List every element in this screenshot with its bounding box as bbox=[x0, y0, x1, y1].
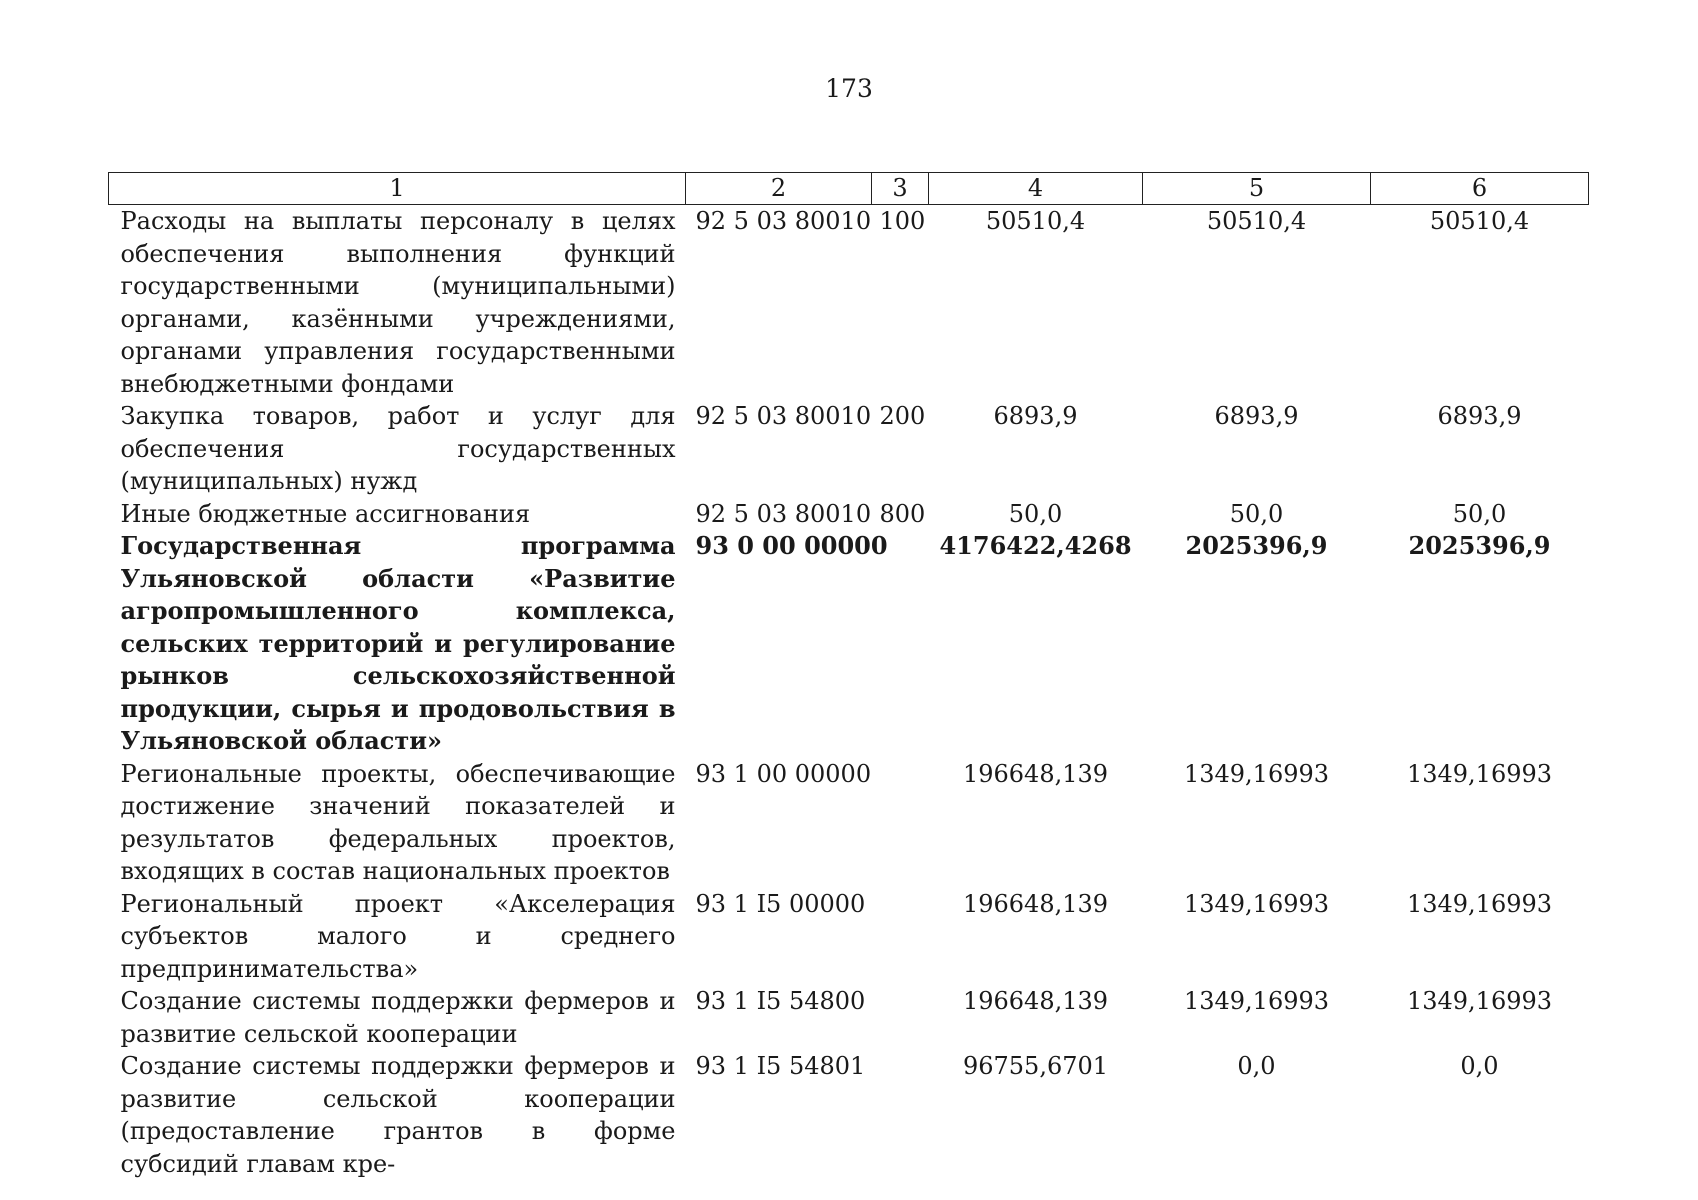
table-body bbox=[109, 205, 1589, 1181]
budget-table bbox=[108, 172, 1589, 1180]
row-value-col5: 1349,16993 bbox=[1183, 889, 1330, 918]
table-row bbox=[109, 400, 1589, 498]
header-col-5: 5 bbox=[1143, 173, 1371, 205]
row-value-col4: 196648,139 bbox=[962, 987, 1109, 1015]
row-code: 93 1 00 00000 bbox=[695, 759, 872, 788]
table-row bbox=[109, 888, 1589, 986]
row-code: 93 0 00 00000 bbox=[695, 531, 888, 560]
row-value-col4: 4176422,4268 bbox=[939, 531, 1132, 560]
row-expense-type: 800 bbox=[879, 499, 926, 528]
row-name: Закупка товаров, работ и услуг для обеспечения государственных (муниципальных) нужд bbox=[120, 402, 676, 495]
table-row bbox=[109, 205, 1589, 401]
header-col-1: 1 bbox=[109, 173, 686, 205]
row-code: 93 1 I5 54801 bbox=[695, 1052, 866, 1080]
page-number: 173 bbox=[825, 74, 873, 103]
header-col-2: 2 bbox=[686, 173, 872, 205]
row-value-col4: 196648,139 bbox=[962, 759, 1109, 788]
row-value-col6: 1349,16993 bbox=[1406, 759, 1553, 788]
row-name: Региональный проект «Акселерация субъектов малого и среднего предпринимательства» bbox=[120, 889, 676, 983]
row-code: 92 5 03 80010 bbox=[695, 499, 872, 528]
row-expense-type: 200 bbox=[879, 402, 926, 430]
row-name: Иные бюджетные ассигнования bbox=[120, 499, 531, 528]
row-value-col4: 196648,139 bbox=[962, 889, 1109, 918]
header-col-4: 4 bbox=[929, 173, 1143, 205]
row-value-col6: 1349,16993 bbox=[1406, 889, 1553, 918]
table-row bbox=[109, 498, 1589, 531]
row-code: 93 1 I5 00000 bbox=[695, 889, 866, 918]
row-value-col5: 1349,16993 bbox=[1183, 759, 1330, 788]
row-value-col5: 0,0 bbox=[1237, 1052, 1276, 1080]
row-value-col4: 96755,6701 bbox=[962, 1052, 1109, 1080]
row-value-col6: 2025396,9 bbox=[1408, 531, 1551, 560]
table-row bbox=[109, 985, 1589, 1050]
row-value-col5: 50,0 bbox=[1229, 499, 1284, 528]
row-value-col5: 1349,16993 bbox=[1183, 987, 1330, 1015]
row-value-col5: 2025396,9 bbox=[1185, 531, 1328, 560]
row-expense-type bbox=[872, 758, 929, 888]
header-row bbox=[109, 173, 1589, 205]
row-name: Создание системы поддержки фермеров и развитие сельской кооперации bbox=[120, 987, 676, 1048]
row-code: 93 1 I5 54800 bbox=[695, 987, 866, 1015]
row-name: Расходы на выплаты персоналу в целях обеспечения выполнения функций государственными (муниципальными) органами, казёнными учреждениями, органами управления государственными внебюджетными фондами bbox=[120, 207, 676, 398]
row-value-col6: 6893,9 bbox=[1437, 402, 1522, 430]
row-code: 92 5 03 80010 bbox=[695, 207, 872, 235]
header-col-3: 3 bbox=[872, 173, 929, 205]
row-value-col5: 6893,9 bbox=[1214, 402, 1299, 430]
row-value-col6: 50510,4 bbox=[1429, 207, 1530, 235]
header-col-6: 6 bbox=[1371, 173, 1589, 205]
row-value-col5: 50510,4 bbox=[1206, 207, 1307, 235]
row-value-col4: 50510,4 bbox=[985, 207, 1086, 235]
row-value-col6: 0,0 bbox=[1460, 1052, 1499, 1080]
row-expense-type: 100 bbox=[879, 207, 926, 235]
row-value-col6: 1349,16993 bbox=[1406, 987, 1553, 1015]
row-name: Создание системы поддержки фермеров и развитие сельской кооперации (предоставление грантов в форме субсидий главам кре- bbox=[120, 1052, 676, 1178]
table-row bbox=[109, 1050, 1589, 1180]
table-header bbox=[109, 173, 1589, 205]
row-code: 92 5 03 80010 bbox=[695, 402, 872, 430]
row-expense-type bbox=[872, 888, 929, 986]
row-name: Региональные проекты, обеспечивающие достижение значений показателей и результатов федеральных проектов, входящих в состав национальных проектов bbox=[120, 759, 676, 885]
row-expense-type bbox=[872, 1050, 929, 1180]
row-value-col6: 50,0 bbox=[1452, 499, 1507, 528]
row-expense-type bbox=[872, 985, 929, 1050]
row-value-col4: 50,0 bbox=[1008, 499, 1063, 528]
row-name: Государственная программа Ульяновской области «Развитие агропромышленного комплекса, сельских территорий и регулирование рынков сельскохозяйственной продукции, сырья и продовольствия в Ульяновской области» bbox=[120, 531, 676, 755]
table-row-program bbox=[109, 530, 1589, 758]
table-row bbox=[109, 758, 1589, 888]
row-value-col4: 6893,9 bbox=[993, 402, 1078, 430]
row-expense-type bbox=[872, 530, 929, 758]
